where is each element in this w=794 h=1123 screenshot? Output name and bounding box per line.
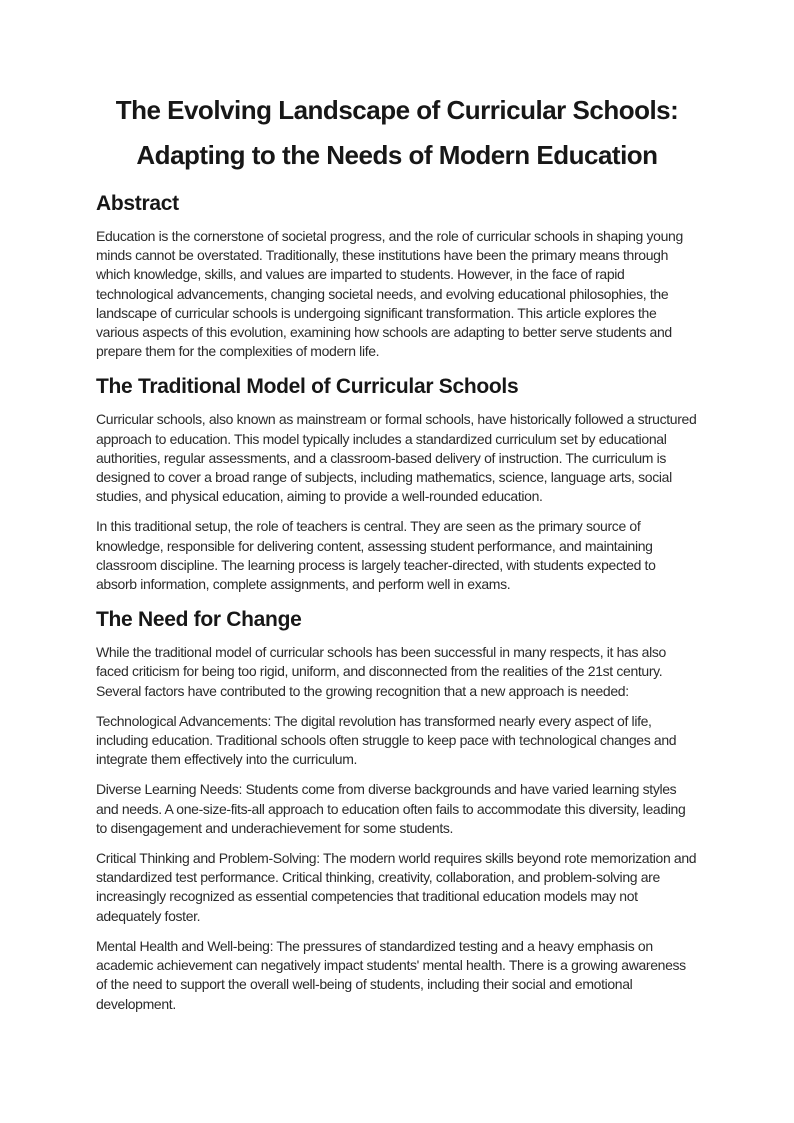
- factor-technological-advancements-paragraph: Technological Advancements: The digital revolution has transformed nearly every aspect of life, including education. Traditional schools often struggle to keep pace with technological changes and integrate them effectively into the curriculum.: [96, 712, 677, 768]
- need-for-change-heading: The Need for Change: [96, 608, 302, 632]
- factor-mental-health-paragraph: Mental Health and Well-being: The pressures of standardized testing and a heavy emphasis on academic achievement can negatively impact students' mental health. There is a growing awareness of the need to support the overall well-being of students, including their social and emotional development.: [96, 937, 686, 1012]
- abstract-heading: Abstract: [96, 192, 179, 215]
- traditional-model-paragraph-2: In this traditional setup, the role of teachers is central. They are seen as the primary source of knowledge, responsible for delivering content, assessing student performance, and maintaining classroom discipline. The learning process is largely teacher-directed, with students expected to absorb information, complete assignments, and perform well in exams.: [96, 518, 656, 593]
- traditional-model-paragraph-1: Curricular schools, also known as mainstream or formal schools, have historically followed a structured approach to education. This model typically includes a standardized curriculum set by educational authorities, regular assessments, and a classroom-based delivery of instruction. The curriculum is designed to cover a broad range of subjects, including mathematics, science, language arts, social studies, and physical education, aiming to provide a well-rounded education.: [96, 411, 697, 505]
- need-for-change-intro-paragraph: While the traditional model of curricular schools has been successful in many respects, it has also faced criticism for being too rigid, uniform, and disconnected from the realities of the 21st century. Several factors have contributed to the growing recognition that a new approach is needed:: [96, 644, 666, 699]
- section-need-for-change: [96, 607, 698, 1013]
- abstract-paragraph: Education is the cornerstone of societal progress, and the role of curricular schools in shaping young minds cannot be overstated. Traditionally, these institutions have been the primary means through which knowledge, skills, and values are imparted to students. However, in the face of rapid technological advancements, changing societal needs, and evolving educational philosophies, the landscape of curricular schools is undergoing significant transformation. This article explores the various aspects of this evolution, examining how schools are adapting to better serve students and prepare them for the complexities of modern life.: [96, 228, 683, 360]
- factor-diverse-learning-needs-paragraph: Diverse Learning Needs: Students come from diverse backgrounds and have varied learning styles and needs. A one-size-fits-all approach to education often fails to accommodate this diversity, leading to disengagement and underachievement for some students.: [96, 781, 686, 836]
- section-abstract: [96, 191, 698, 361]
- factor-critical-thinking-paragraph: Critical Thinking and Problem-Solving: The modern world requires skills beyond rote memorization and standardized test performance. Critical thinking, creativity, collaboration, and problem-solving are increasingly recognized as essential competencies that traditional education models may not adequately foster.: [96, 850, 697, 924]
- section-traditional-model: [96, 374, 698, 594]
- document-title-line-2: Adapting to the Needs of Modern Education: [136, 140, 658, 170]
- document-title-line-1: The Evolving Landscape of Curricular Schools:: [115, 95, 679, 125]
- document-title: [96, 88, 698, 178]
- traditional-model-heading: The Traditional Model of Curricular Schools: [96, 375, 519, 399]
